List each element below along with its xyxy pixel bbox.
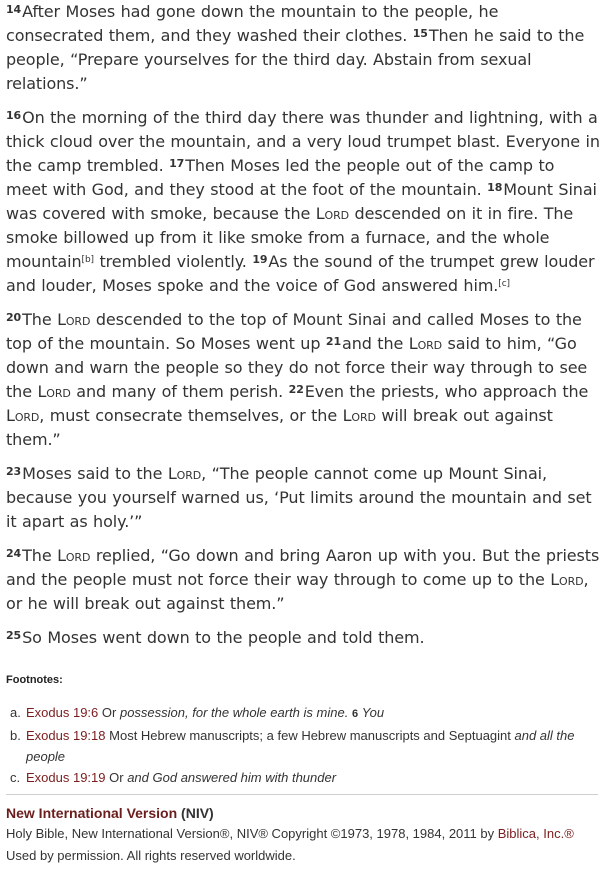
verse-text: descended to the top of Mount Sinai and called Moses to the top of the mountain. So Moses went up <box>6 310 582 353</box>
paragraph <box>6 626 600 650</box>
divine-name: Lord <box>315 204 350 223</box>
footnote-italic: and all the people <box>26 728 575 764</box>
footnote-italic: possession, for the whole earth is mine. <box>119 705 349 720</box>
footnote-letter: a. <box>10 705 21 720</box>
paragraph <box>6 106 600 298</box>
version-title <box>6 805 600 821</box>
paragraph <box>6 308 600 452</box>
verse-text: After Moses had gone down the mountain to the people, he consecrated them, and they washed their clothes. <box>6 2 499 45</box>
footnote-italic: You <box>361 705 385 720</box>
verse-number: 19 <box>252 253 268 266</box>
verse-text: and the <box>342 334 409 353</box>
verse-text: , must consecrate themselves, or the <box>39 406 343 425</box>
footnote-plain: Or <box>101 705 120 720</box>
version-name[interactable]: New International Version <box>6 805 178 821</box>
footnote-ref-link[interactable]: Exodus 19:19 <box>26 770 106 785</box>
verse-text: said to him, “Go down and warn the people so they do not force their way through to see the <box>6 334 588 401</box>
passage-text <box>6 0 600 650</box>
verse-number: 15 <box>412 27 428 40</box>
verse-number: 14 <box>6 3 22 16</box>
footnote-verse-number: 6 <box>351 708 359 720</box>
verse-number: 24 <box>6 547 22 560</box>
verse-text: The <box>22 310 58 329</box>
verse-text: will break out against them.” <box>6 406 553 449</box>
footnote-letter: b. <box>10 728 21 743</box>
version-abbr: (NIV) <box>181 805 214 821</box>
divine-name: Lord <box>57 310 91 329</box>
divider <box>6 794 598 795</box>
footnote-text <box>109 770 336 785</box>
divine-name: Lord <box>342 406 376 425</box>
footnote-italic: and God answered him with thunder <box>127 770 337 785</box>
divine-name: Lord <box>550 570 584 589</box>
verse-text: Moses said to the <box>22 464 168 483</box>
verse-text: Then Moses led the people out of the camp to meet with God, and they stood at the foot of the mountain. <box>6 156 555 199</box>
divine-name: Lord <box>37 382 71 401</box>
divine-name: Lord <box>6 406 40 425</box>
verse-number: 17 <box>169 157 185 170</box>
verse-text: , “The people cannot come up Mount Sinai, because you yourself warned us, ‘Put limits around the mountain and set it apart as holy.’” <box>6 464 592 531</box>
footnote-ref-link[interactable]: Exodus 19:18 <box>26 728 106 743</box>
verse-text: Then he said to the people, “Prepare yourselves for the third day. Abstain from sexual relations.” <box>6 26 585 93</box>
footnote-plain: Most Hebrew manuscripts; a few Hebrew manuscripts and Septuagint <box>109 728 515 743</box>
verse-text: The <box>22 546 58 565</box>
footnotes-list <box>6 702 600 788</box>
verse-text: replied, “Go down and bring Aaron up with you. But the priests and the people must not force their way through to come up to the <box>6 546 600 589</box>
divine-name: Lord <box>57 546 91 565</box>
footnotes-heading: Footnotes: <box>6 674 63 686</box>
verse-text: Even the priests, who approach the <box>304 382 589 401</box>
verse-number: 20 <box>6 311 22 324</box>
verse-text: Mount Sinai was covered with smoke, because the <box>6 180 597 223</box>
verse-number: 25 <box>6 629 22 642</box>
footnote-text <box>26 728 575 764</box>
copyright-text: Used by permission. All rights reserved worldwide. <box>6 848 296 863</box>
publisher-link[interactable]: Biblica, Inc.® <box>497 826 574 841</box>
divine-name: Lord <box>408 334 443 353</box>
verse-number: 16 <box>6 109 22 122</box>
paragraph <box>6 0 600 96</box>
verse-text: So Moses went down to the people and told them. <box>22 628 425 647</box>
verse-text: descended on it in fire. The smoke billowed up from it like smoke from a furnace, and the whole mountain <box>6 204 574 271</box>
verse-text: On the morning of the third day there was thunder and lightning, with a thick cloud over the mountain, and a very loud trumpet blast. Everyone in the camp trembled. <box>6 108 600 175</box>
verse-number: 22 <box>288 383 304 396</box>
verse-text: and many of them perish. <box>70 382 284 401</box>
copyright-notice <box>6 823 598 867</box>
footnote-text <box>102 705 384 720</box>
footnote-link-c[interactable]: [c] <box>498 279 510 289</box>
footnote-item <box>10 702 600 725</box>
footnote-plain: Or <box>109 770 128 785</box>
verse-text: As the sound of the trumpet grew louder and louder, Moses spoke and the voice of God answered him. <box>6 252 595 295</box>
paragraph <box>6 544 600 616</box>
paragraph <box>6 462 600 534</box>
divine-name: Lord <box>167 464 202 483</box>
verse-number: 23 <box>6 465 22 478</box>
footnote-item <box>10 767 600 788</box>
verse-number: 21 <box>325 335 342 348</box>
verse-text: , or he will break out against them.” <box>6 570 589 613</box>
verse-text: trembled violently. <box>93 252 247 271</box>
footnote-letter: c. <box>10 770 21 785</box>
verse-number: 18 <box>487 181 503 194</box>
footnote-link-b[interactable]: [b] <box>81 255 94 265</box>
copyright-text: Holy Bible, New International Version®, NIV® Copyright ©1973, 1978, 1984, 2011 by <box>6 826 498 841</box>
footnote-ref-link[interactable]: Exodus 19:6 <box>26 705 99 720</box>
footnote-item <box>10 725 600 767</box>
